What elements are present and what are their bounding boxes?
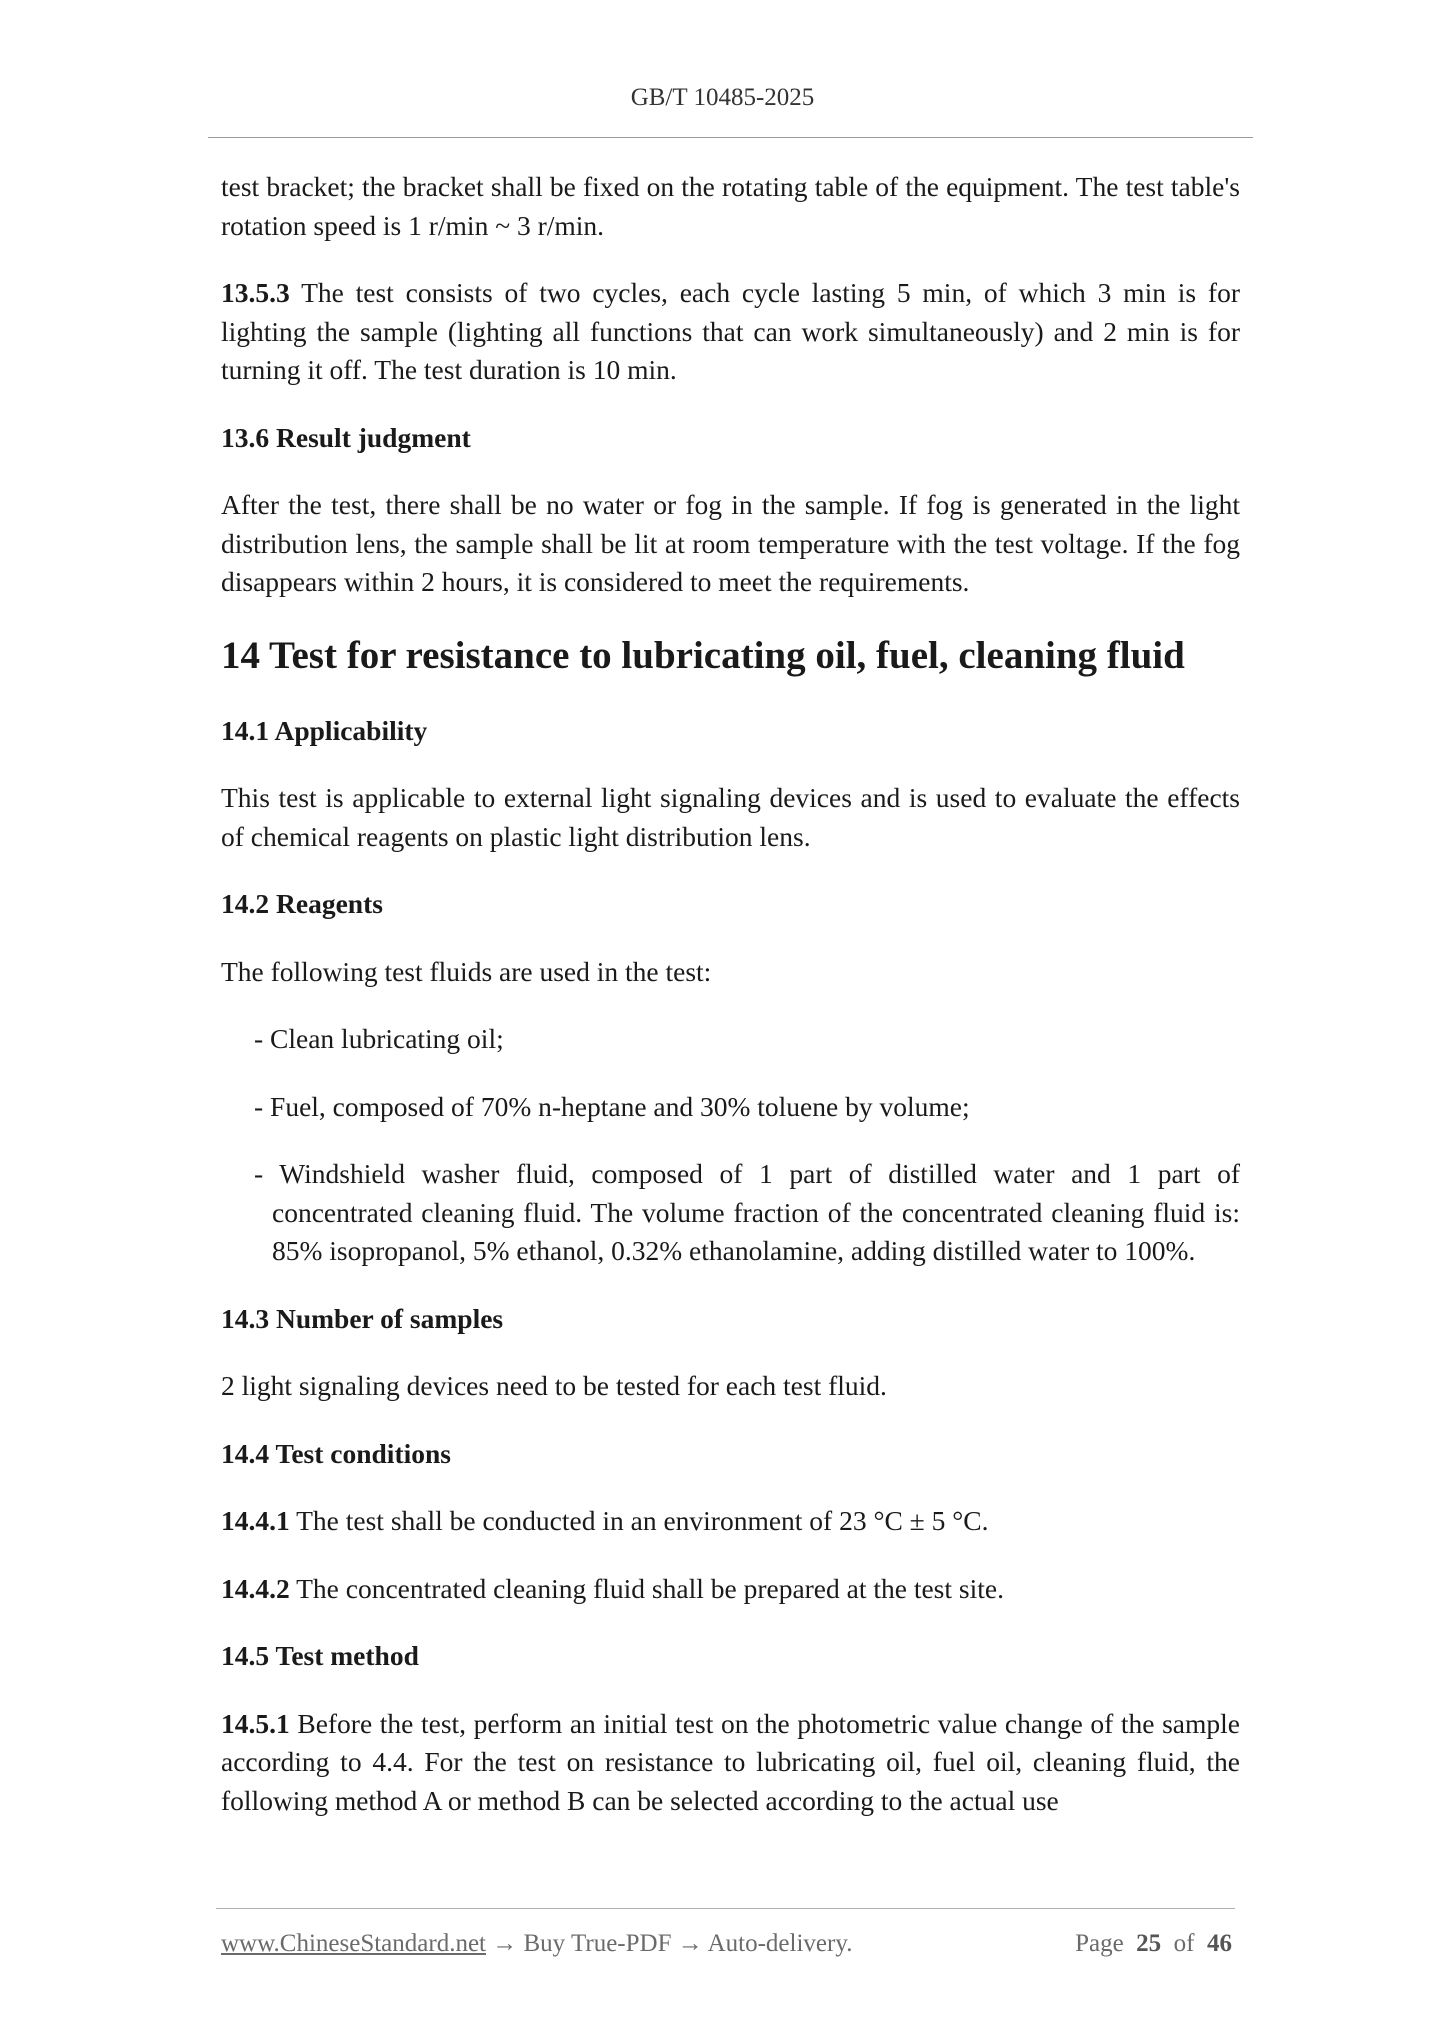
heading-14-4: 14.4 Test conditions [221, 1437, 451, 1469]
clause-text: Before the test, perform an initial test on the photometric value change of the sample according to 4.4. For the test on resistance to lubricating oil, fuel oil, cleaning fluid, the following method A or method B can be selected according to the actual use [221, 1707, 1240, 1816]
clause-14-4-1 [221, 1502, 1240, 1541]
paragraph-13-6: After the test, there shall be no water or fog in the sample. If fog is generated in the light distribution lens, the sample shall be lit at room temperature with the test voltage. If the fog disappears within 2 hours, it is considered to meet the requirements. [221, 489, 1240, 597]
current-page: 25 [1136, 1930, 1162, 1957]
page-content [221, 168, 1240, 1849]
arrow-right-icon: → [492, 1930, 518, 1957]
clause-14-5-1 [221, 1705, 1240, 1821]
clause-number: 14.5.1 [221, 1707, 290, 1739]
clause-13-5-3 [221, 274, 1240, 390]
list-item: - Clean lubricating oil; [254, 1023, 504, 1054]
buy-true-pdf-text: Buy True-PDF [523, 1930, 672, 1957]
continued-paragraph: test bracket; the bracket shall be fixed on the rotating table of the equipment. The test table's rotation speed is 1 r/min ~ 3 r/min. [221, 171, 1240, 241]
heading-13-6: 13.6 Result judgment [221, 421, 471, 453]
paragraph-14-3: 2 light signaling devices need to be tested for each test fluid. [221, 1370, 887, 1401]
page-number [1075, 1930, 1232, 1958]
heading-14-1: 14.1 Applicability [221, 714, 428, 746]
heading-14: 14 Test for resistance to lubricating oil, fuel, cleaning fluid [221, 633, 1185, 677]
of-label: of [1173, 1930, 1195, 1957]
paragraph-14-2: The following test fluids are used in the test: [221, 955, 712, 987]
page-label: Page [1075, 1930, 1124, 1957]
total-pages: 46 [1207, 1930, 1232, 1957]
clause-14-4-2 [221, 1570, 1240, 1609]
auto-delivery-text: Auto-delivery. [707, 1930, 853, 1957]
list-item: - Fuel, composed of 70% n-heptane and 30% toluene by volume; [254, 1090, 970, 1122]
document-header: GB/T 10485-2025 [630, 84, 815, 111]
clause-number: 14.4.1 [221, 1505, 290, 1536]
footer-divider [216, 1908, 1235, 1909]
clause-number: 13.5.3 [221, 277, 290, 308]
paragraph-14-1: This test is applicable to external light signaling devices and is used to evaluate the effects of chemical reagents on plastic light distribution lens. [221, 782, 1240, 852]
clause-number: 14.4.2 [221, 1572, 290, 1604]
clause-text: The test consists of two cycles, each cycle lasting 5 min, of which 3 min is for lighting the sample (lighting all functions that can work simultaneously) and 2 min is for turning it off. The test duration is 10 min. [221, 277, 1240, 385]
heading-14-2: 14.2 Reagents [221, 888, 383, 919]
list-item: - Windshield washer fluid, composed of 1 part of distilled water and 1 part of concentrated cleaning fluid. The volume fraction of the concentrated cleaning fluid is: 85% isopropanol, 5% ethanol, 0.32% ethanolamine, adding distilled water to 100%. [254, 1158, 1240, 1266]
website-link[interactable]: www.ChineseStandard.net [221, 1930, 486, 1957]
clause-text: The test shall be conducted in an environment of 23 °C ± 5 °C. [289, 1505, 989, 1536]
footer-promo [221, 1930, 852, 1958]
heading-14-5: 14.5 Test method [221, 1640, 419, 1671]
arrow-right-icon: → [677, 1930, 703, 1957]
heading-14-3: 14.3 Number of samples [221, 1302, 504, 1334]
clause-text: The concentrated cleaning fluid shall be prepared at the test site. [289, 1572, 1004, 1604]
header-divider [208, 137, 1253, 138]
